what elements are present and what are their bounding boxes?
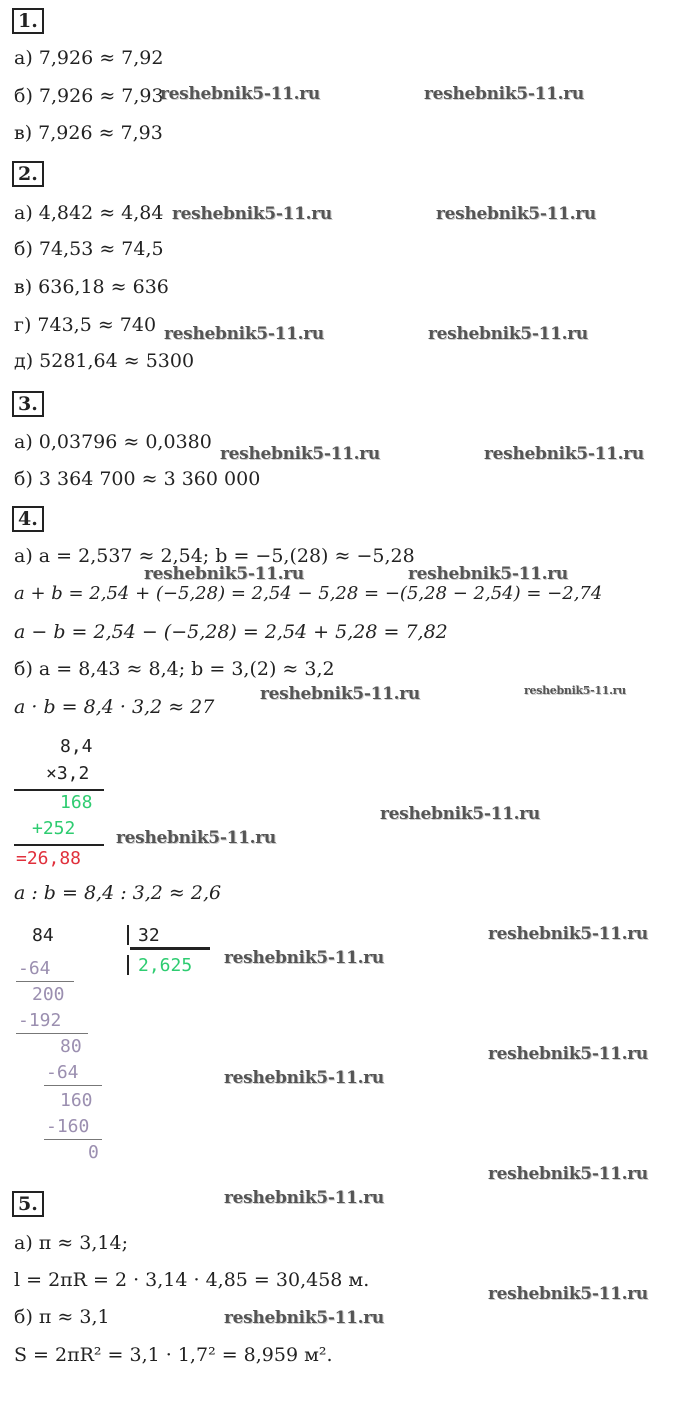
div-rule-3 [44, 1085, 102, 1086]
mult-second: ×3,2 [46, 763, 90, 784]
task2-line-b: б) 74,53 ≈ 74,5 [14, 238, 164, 260]
div-step-8: 0 [88, 1142, 99, 1163]
div-step-2: 200 [32, 984, 65, 1005]
watermark: reshebnik5-11.ru [488, 924, 648, 944]
task5-length: l = 2πR = 2 · 3,14 · 4,85 = 30,458 м. [14, 1269, 370, 1291]
watermark: reshebnik5-11.ru [172, 204, 332, 224]
task3-line-a: а) 0,03796 ≈ 0,0380 [14, 431, 212, 453]
div-divisor: 32 [138, 925, 160, 946]
task2-line-d: г) 743,5 ≈ 740 [14, 314, 157, 336]
div-step-4: 80 [60, 1036, 82, 1057]
task1-line-a: а) 7,926 ≈ 7,92 [14, 47, 164, 69]
task4-quotient: a : b = 8,4 : 3,2 ≈ 2,6 [14, 882, 222, 904]
task-number-4: 4. [12, 506, 44, 532]
watermark: reshebnik5-11.ru [260, 684, 420, 704]
watermark: reshebnik5-11.ru [524, 684, 626, 697]
task2-line-e: д) 5281,64 ≈ 5300 [14, 350, 195, 372]
div-vbar-1 [127, 925, 129, 945]
watermark: reshebnik5-11.ru [116, 828, 276, 848]
div-rule-2 [16, 1033, 88, 1034]
watermark: reshebnik5-11.ru [144, 564, 304, 584]
task1-line-c: в) 7,926 ≈ 7,93 [14, 122, 163, 144]
task1-line-b: б) 7,926 ≈ 7,93 [14, 85, 164, 107]
div-step-6: 160 [60, 1090, 93, 1111]
div-rule-1 [16, 981, 74, 982]
task4-sum: a + b = 2,54 + (−5,28) = 2,54 − 5,28 = −(5,28 − 2,54) = −2,74 [14, 583, 603, 604]
div-vbar-2 [127, 955, 129, 975]
task-number-3: 3. [12, 391, 44, 417]
task4-product: a · b = 8,4 · 3,2 ≈ 27 [14, 696, 215, 718]
watermark: reshebnik5-11.ru [164, 324, 324, 344]
task-number-1: 1. [12, 8, 44, 34]
watermark: reshebnik5-11.ru [224, 1308, 384, 1328]
watermark: reshebnik5-11.ru [488, 1044, 648, 1064]
div-divisor-rule [130, 947, 210, 950]
watermark: reshebnik5-11.ru [488, 1284, 648, 1304]
task4-line-a: а) a = 2,537 ≈ 2,54; b = −5,(28) ≈ −5,28 [14, 545, 415, 567]
watermark: reshebnik5-11.ru [408, 564, 568, 584]
task2-line-a: а) 4,842 ≈ 4,84 [14, 202, 164, 224]
watermark: reshebnik5-11.ru [428, 324, 588, 344]
task4-diff: a − b = 2,54 − (−5,28) = 2,54 + 5,28 = 7,82 [14, 621, 448, 643]
task3-line-b: б) 3 364 700 ≈ 3 360 000 [14, 468, 261, 490]
task4-line-b: б) a = 8,43 ≈ 8,4; b = 3,(2) ≈ 3,2 [14, 658, 335, 680]
div-step-7: -160 [46, 1116, 90, 1137]
task-number-2: 2. [12, 161, 44, 187]
mult-rule-2 [14, 844, 104, 846]
watermark: reshebnik5-11.ru [436, 204, 596, 224]
div-step-1: -64 [18, 958, 51, 979]
watermark: reshebnik5-11.ru [424, 84, 584, 104]
div-step-3: -192 [18, 1010, 62, 1031]
mult-partial2: +252 [32, 818, 76, 839]
task5-line-a: а) π ≈ 3,14; [14, 1232, 128, 1254]
task5-area: S = 2πR² = 3,1 · 1,7² = 8,959 м². [14, 1344, 333, 1366]
watermark: reshebnik5-11.ru [224, 1188, 384, 1208]
mult-result: =26,88 [16, 848, 82, 869]
watermark: reshebnik5-11.ru [224, 948, 384, 968]
watermark: reshebnik5-11.ru [484, 444, 644, 464]
mult-top: 8,4 [60, 736, 93, 757]
div-dividend: 84 [32, 925, 54, 946]
mult-rule-1 [14, 789, 104, 791]
div-step-5: -64 [46, 1062, 79, 1083]
watermark: reshebnik5-11.ru [380, 804, 540, 824]
task2-line-c: в) 636,18 ≈ 636 [14, 276, 169, 298]
mult-partial1: 168 [60, 792, 93, 813]
div-rule-4 [44, 1139, 102, 1140]
task5-line-b: б) π ≈ 3,1 [14, 1306, 110, 1328]
watermark: reshebnik5-11.ru [224, 1068, 384, 1088]
div-quotient: 2,625 [138, 955, 193, 976]
watermark: reshebnik5-11.ru [160, 84, 320, 104]
task-number-5: 5. [12, 1191, 44, 1217]
watermark: reshebnik5-11.ru [488, 1164, 648, 1184]
watermark: reshebnik5-11.ru [220, 444, 380, 464]
